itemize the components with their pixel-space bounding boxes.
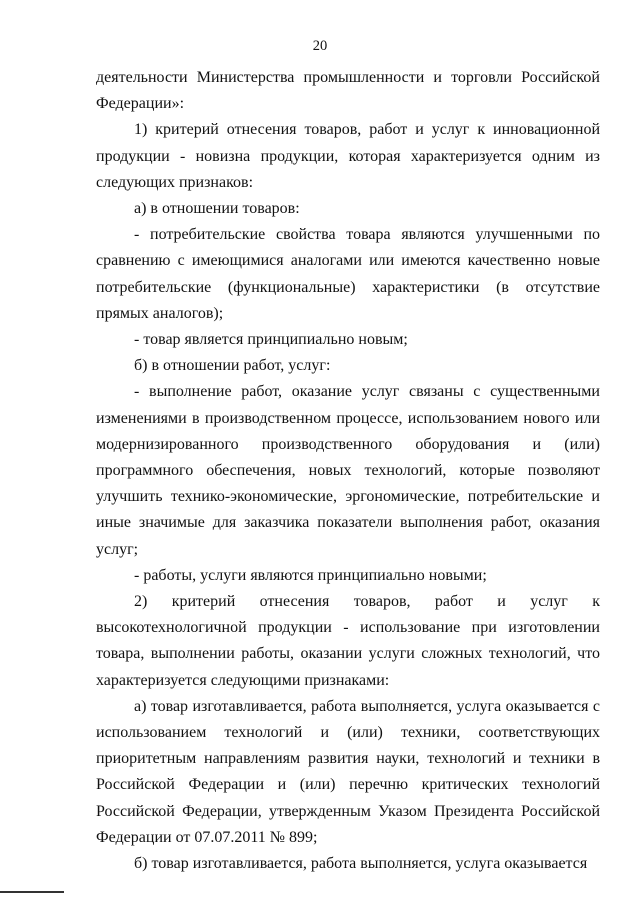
paragraph-hightech-b: б) товар изготавливается, работа выполняется, услуга оказывается [134, 855, 588, 873]
page-number: 20 [312, 38, 328, 54]
paragraph-works-changes: - выполнение работ, оказание услуг связаны с существенными изменениями в производственном процессе, использованием нового или модернизированного производственного оборудования и (или) программного обеспечения, новых технологий, которые позволяют улучшить технико-экономические, эргономические, потребительские и иные значимые для заказчика показатели выполнения работ, оказания услуг; [96, 383, 600, 558]
paragraph-continuation: деятельности Министерства промышленности и торговли Российской Федерации»: [96, 69, 600, 113]
paragraph-works-new: - работы, услуги являются принципиально новыми; [134, 566, 487, 584]
footer-rule [0, 891, 64, 893]
document-body [96, 65, 600, 877]
paragraph-hightech-a: а) товар изготавливается, работа выполняется, услуга оказывается с использованием технологий и (или) техники, соответствующих приоритетным направлениям развития науки, технологий и техники в Российской Федерации и (или) перечню критических технологий Российской Федерации, утвержденным Указом Президента Российской Федерации от 07.07.2011 № 899; [96, 697, 600, 846]
paragraph-works-heading: б) в отношении работ, услуг: [134, 357, 331, 375]
paragraph-goods-heading: а) в отношении товаров: [134, 200, 300, 218]
paragraph-goods-improved: - потребительские свойства товара являются улучшенными по сравнению с имеющимися аналогами или имеются качественно новые потребительские (функциональные) характеристики (в отсутствие прямых аналогов); [96, 226, 600, 322]
paragraph-goods-new: - товар является принципиально новым; [134, 331, 408, 349]
paragraph-criterion-innovation: 1) критерий отнесения товаров, работ и услуг к инновационной продукции - новизна продукции, которая характеризуется одним из следующих признаков: [96, 121, 600, 191]
paragraph-criterion-hightech: 2) критерий отнесения товаров, работ и услуг к высокотехнологичной продукции - использование при изготовлении товара, выполнении работы, оказании услуги сложных технологий, что характеризуется следующими признаками: [96, 593, 600, 689]
